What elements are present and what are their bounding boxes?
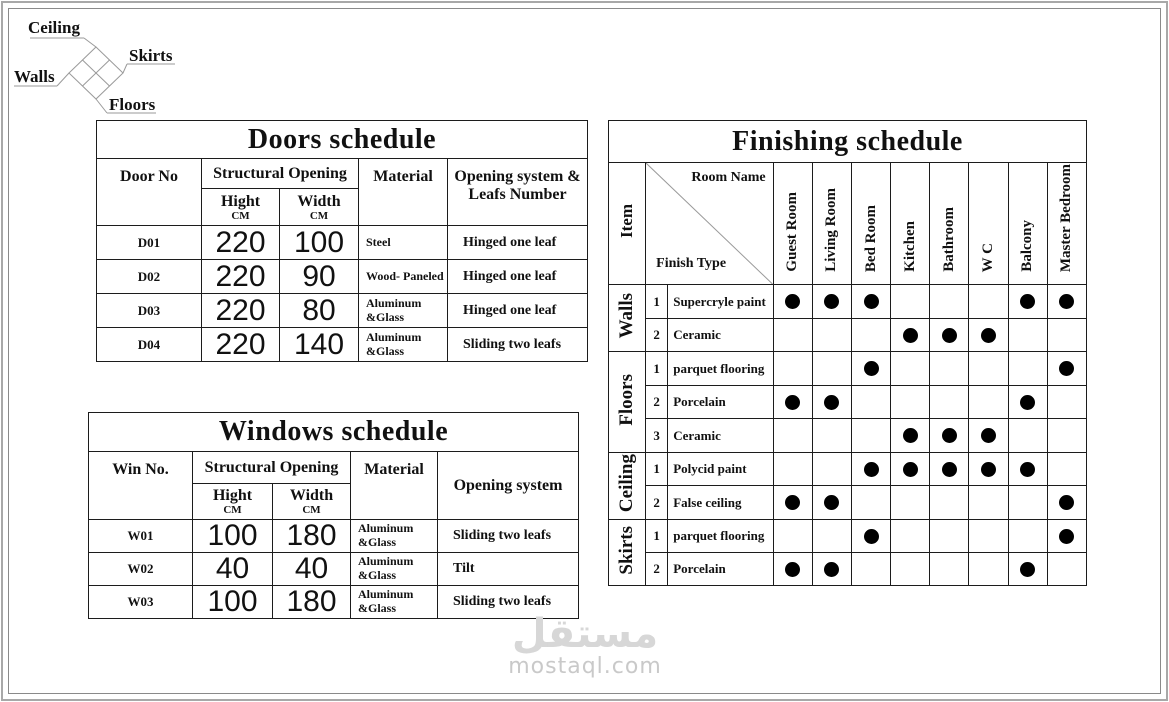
mark-cell <box>891 319 930 352</box>
mark-cell <box>812 520 851 553</box>
mark-cell <box>773 285 812 319</box>
group-label-floors: Floors <box>609 352 646 453</box>
mark-cell <box>773 453 812 486</box>
mark-cell <box>851 453 890 486</box>
mark-cell <box>1047 386 1086 419</box>
windows-header-structural-opening: Structural Opening <box>193 452 351 484</box>
room-header-kitchen: Kitchen <box>891 163 930 285</box>
finish-type-cell: Porcelain <box>668 386 773 419</box>
door-row <box>97 226 588 260</box>
finish-num-cell: 3 <box>646 419 668 453</box>
finish-num-cell: 2 <box>646 386 668 419</box>
corner-header-cell <box>646 163 774 285</box>
legend-label-ceiling: Ceiling <box>28 18 80 37</box>
mark-cell <box>930 520 969 553</box>
door-opening-cell: Hinged one leaf <box>448 294 588 328</box>
legend-label-walls: Walls <box>14 67 55 86</box>
windows-schedule-table <box>88 412 579 619</box>
mark-cell <box>812 419 851 453</box>
mark-cell <box>969 319 1008 352</box>
mark-cell <box>1008 419 1047 453</box>
door-width-cell: 90 <box>280 260 359 294</box>
win-opening-cell: Tilt <box>438 553 579 586</box>
doors-header-width: Width CM <box>280 189 359 226</box>
finish-type-cell: Ceramic <box>668 419 773 453</box>
mark-cell <box>812 352 851 386</box>
win-no-cell: W01 <box>89 520 193 553</box>
mark-cell <box>969 285 1008 319</box>
doors-header-door-no: Door No <box>97 159 202 226</box>
mark-cell <box>930 352 969 386</box>
room-name-label: Room Name <box>691 170 766 185</box>
mark-cell <box>812 319 851 352</box>
win-opening-cell: Sliding two leafs <box>438 520 579 553</box>
mark-cell <box>851 553 890 586</box>
win-material-cell: Aluminum &Glass <box>351 520 438 553</box>
windows-header-material: Material <box>351 452 438 520</box>
finish-type-cell: Supercryle paint <box>668 285 773 319</box>
mark-cell <box>891 386 930 419</box>
doors-header-opening-system: Opening system & Leafs Number <box>448 159 588 226</box>
finish-num-cell: 2 <box>646 486 668 520</box>
legend-diagram <box>0 0 210 125</box>
door-width-cell: 80 <box>280 294 359 328</box>
win-material-cell: Aluminum &Glass <box>351 586 438 619</box>
door-row <box>97 260 588 294</box>
mark-cell <box>1047 553 1086 586</box>
mark-cell <box>1047 520 1086 553</box>
windows-header-opening-system: Opening system <box>438 452 579 520</box>
door-width-cell: 140 <box>280 328 359 362</box>
mark-cell <box>930 553 969 586</box>
door-hight-cell: 220 <box>202 294 280 328</box>
room-header-wc: W C <box>969 163 1008 285</box>
watermark-domain: mostaql.com <box>508 654 662 679</box>
door-no-cell: D01 <box>97 226 202 260</box>
group-label-skirts: Skirts <box>609 520 646 586</box>
mark-cell <box>969 386 1008 419</box>
room-header-bathroom: Bathroom <box>930 163 969 285</box>
mark-cell <box>812 453 851 486</box>
finishing-row <box>609 453 1087 486</box>
door-material-cell: Aluminum &Glass <box>359 328 448 362</box>
room-header-living-room: Living Room <box>812 163 851 285</box>
win-hight-cell: 100 <box>193 520 273 553</box>
mark-cell <box>930 319 969 352</box>
win-hight-cell: 100 <box>193 586 273 619</box>
finishing-row <box>609 319 1087 352</box>
win-width-cell: 180 <box>273 586 351 619</box>
door-material-cell: Aluminum &Glass <box>359 294 448 328</box>
mark-cell <box>1008 352 1047 386</box>
windows-header-win-no: Win No. <box>89 452 193 520</box>
group-label-walls: Walls <box>609 285 646 352</box>
windows-header-width: Width CM <box>273 484 351 520</box>
door-width-cell: 100 <box>280 226 359 260</box>
mark-cell <box>1047 285 1086 319</box>
finishing-schedule-table <box>608 120 1087 586</box>
mark-cell <box>1047 419 1086 453</box>
mark-cell <box>1047 319 1086 352</box>
mark-cell <box>891 285 930 319</box>
mark-cell <box>969 419 1008 453</box>
mark-cell <box>1047 453 1086 486</box>
door-row <box>97 328 588 362</box>
finish-type-cell: Porcelain <box>668 553 773 586</box>
mark-cell <box>812 486 851 520</box>
finishing-row <box>609 386 1087 419</box>
doors-header-structural-opening: Structural Opening <box>202 159 359 189</box>
mark-cell <box>1008 486 1047 520</box>
window-row <box>89 586 579 619</box>
finishing-schedule-title: Finishing schedule <box>609 121 1087 163</box>
mark-cell <box>773 486 812 520</box>
mark-cell <box>891 453 930 486</box>
finish-num-cell: 2 <box>646 319 668 352</box>
finishing-row <box>609 285 1087 319</box>
mark-cell <box>773 553 812 586</box>
mark-cell <box>969 453 1008 486</box>
mark-cell <box>1047 352 1086 386</box>
finish-num-cell: 1 <box>646 352 668 386</box>
mark-cell <box>851 352 890 386</box>
watermark-arabic: مستقل <box>511 611 659 657</box>
room-header-bed-room: Bed Room <box>851 163 890 285</box>
mark-cell <box>930 486 969 520</box>
mark-cell <box>891 486 930 520</box>
door-row <box>97 294 588 328</box>
mark-cell <box>891 553 930 586</box>
item-header: Item <box>609 163 646 285</box>
window-row <box>89 553 579 586</box>
finishing-row <box>609 553 1087 586</box>
finish-type-label: Finish Type <box>656 256 727 271</box>
mark-cell <box>1047 486 1086 520</box>
mark-cell <box>851 285 890 319</box>
win-material-cell: Aluminum &Glass <box>351 553 438 586</box>
mark-cell <box>851 486 890 520</box>
win-no-cell: W03 <box>89 586 193 619</box>
door-opening-cell: Sliding two leafs <box>448 328 588 362</box>
door-material-cell: Wood- Paneled <box>359 260 448 294</box>
mark-cell <box>1008 520 1047 553</box>
finish-type-cell: parquet flooring <box>668 520 773 553</box>
mark-cell <box>851 520 890 553</box>
mark-cell <box>891 419 930 453</box>
mark-cell <box>851 386 890 419</box>
mark-cell <box>1008 386 1047 419</box>
finish-num-cell: 1 <box>646 285 668 319</box>
win-opening-cell: Sliding two leafs <box>438 586 579 619</box>
mark-cell <box>930 453 969 486</box>
mark-cell <box>773 352 812 386</box>
legend-label-skirts: Skirts <box>129 46 173 65</box>
finish-type-cell: parquet flooring <box>668 352 773 386</box>
watermark <box>500 612 670 678</box>
mark-cell <box>891 352 930 386</box>
room-header-guest-room: Guest Room <box>773 163 812 285</box>
finishing-row <box>609 352 1087 386</box>
door-opening-cell: Hinged one leaf <box>448 226 588 260</box>
door-no-cell: D03 <box>97 294 202 328</box>
mark-cell <box>773 520 812 553</box>
legend-label-floors: Floors <box>109 95 156 114</box>
room-header-balcony: Balcony <box>1008 163 1047 285</box>
mark-cell <box>812 553 851 586</box>
door-no-cell: D02 <box>97 260 202 294</box>
mark-cell <box>812 386 851 419</box>
win-hight-cell: 40 <box>193 553 273 586</box>
mark-cell <box>969 520 1008 553</box>
mark-cell <box>773 319 812 352</box>
win-no-cell: W02 <box>89 553 193 586</box>
mark-cell <box>969 553 1008 586</box>
finish-type-cell: Ceramic <box>668 319 773 352</box>
finish-num-cell: 1 <box>646 520 668 553</box>
door-no-cell: D04 <box>97 328 202 362</box>
finishing-row <box>609 419 1087 453</box>
windows-header-hight: Hight CM <box>193 484 273 520</box>
win-width-cell: 40 <box>273 553 351 586</box>
doors-schedule-title: Doors schedule <box>97 121 588 159</box>
door-material-cell: Steel <box>359 226 448 260</box>
mark-cell <box>851 419 890 453</box>
mark-cell <box>812 285 851 319</box>
mark-cell <box>969 486 1008 520</box>
mark-cell <box>891 520 930 553</box>
mark-cell <box>969 352 1008 386</box>
doors-header-hight: Hight CM <box>202 189 280 226</box>
mark-cell <box>1008 319 1047 352</box>
door-opening-cell: Hinged one leaf <box>448 260 588 294</box>
mark-cell <box>773 419 812 453</box>
mark-cell <box>1008 453 1047 486</box>
door-hight-cell: 220 <box>202 260 280 294</box>
mark-cell <box>851 319 890 352</box>
door-hight-cell: 220 <box>202 226 280 260</box>
windows-schedule-title: Windows schedule <box>89 413 579 452</box>
finish-type-cell: False ceiling <box>668 486 773 520</box>
finish-type-cell: Polycid paint <box>668 453 773 486</box>
finishing-row <box>609 520 1087 553</box>
doors-schedule-table <box>96 120 588 362</box>
mark-cell <box>930 285 969 319</box>
mark-cell <box>930 419 969 453</box>
mark-cell <box>930 386 969 419</box>
window-row <box>89 520 579 553</box>
win-width-cell: 180 <box>273 520 351 553</box>
finishing-row <box>609 486 1087 520</box>
mark-cell <box>773 386 812 419</box>
mark-cell <box>1008 285 1047 319</box>
group-label-ceiling: Ceiling <box>609 453 646 520</box>
room-header-master-bedroom: Master Bedroom <box>1047 163 1086 285</box>
finish-num-cell: 2 <box>646 553 668 586</box>
mark-cell <box>1008 553 1047 586</box>
doors-header-material: Material <box>359 159 448 226</box>
door-hight-cell: 220 <box>202 328 280 362</box>
finish-num-cell: 1 <box>646 453 668 486</box>
